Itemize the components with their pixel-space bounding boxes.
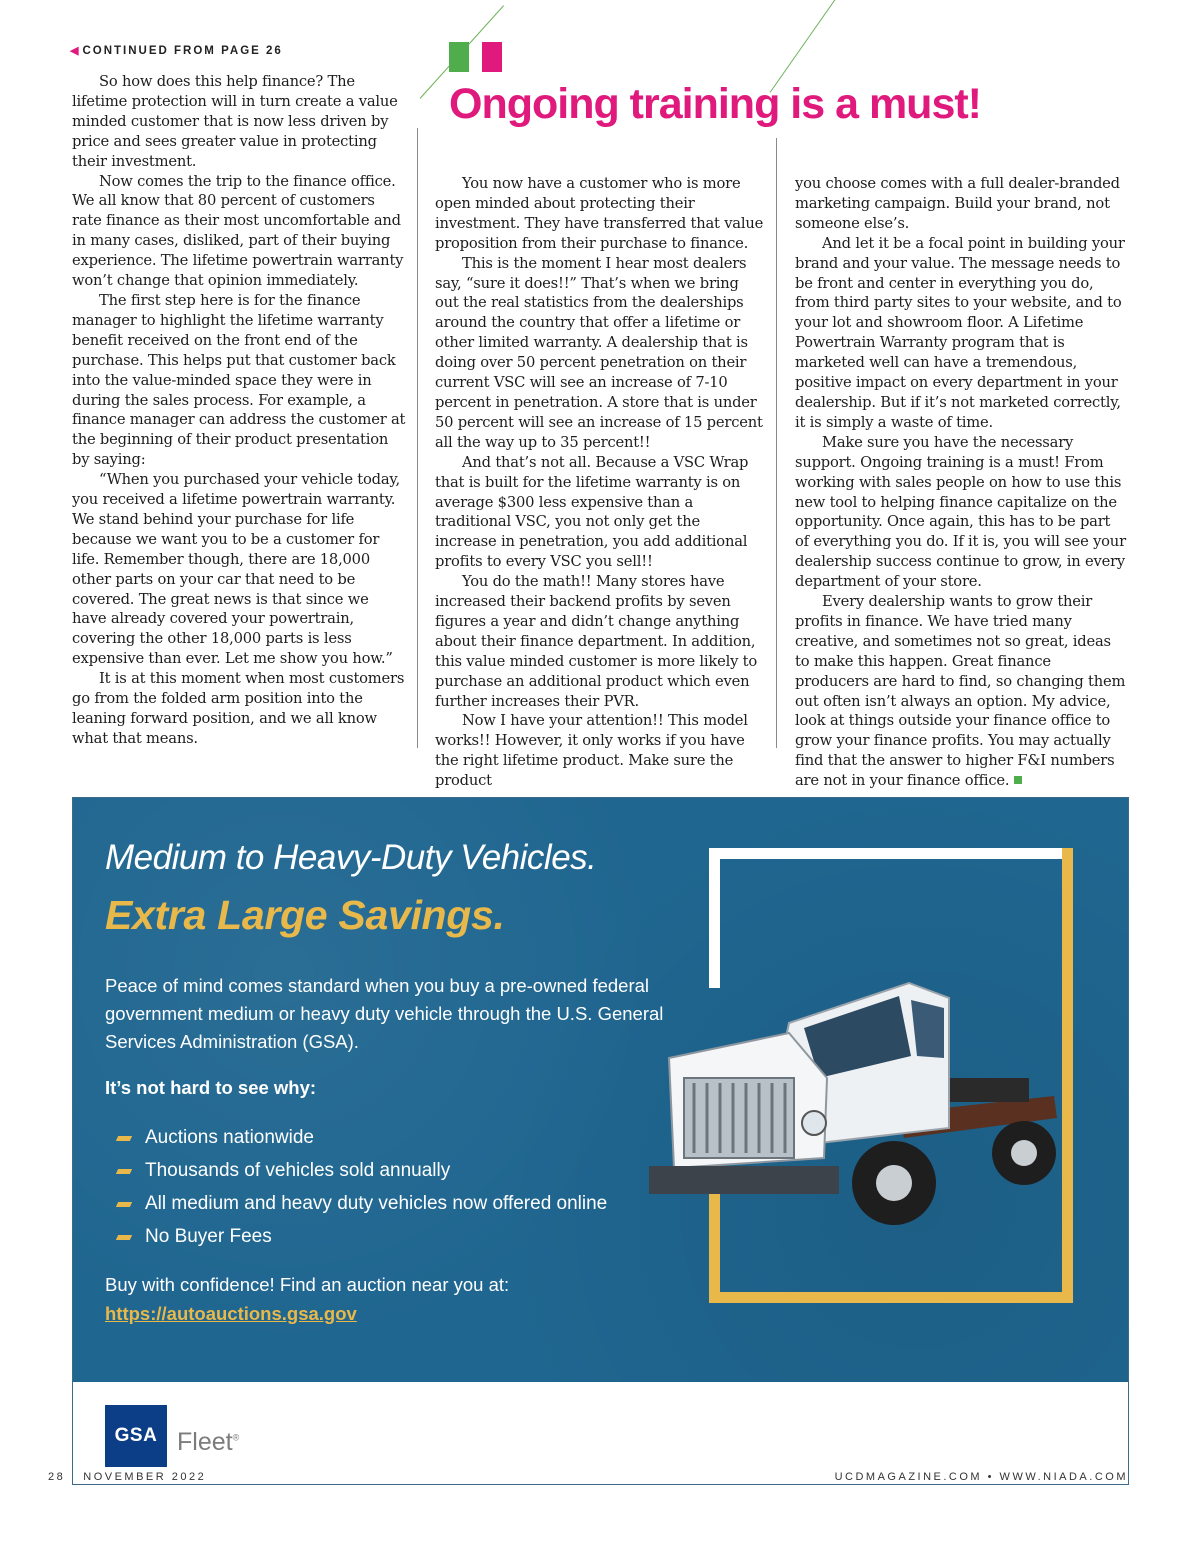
paragraph: Make sure you have the necessary support. Ongoing training is a must! From working with sales people on how to use this new tool to helping finance capitalize on the opportunity. Once again, this has to be part of everything you do. If it is, you will see your dealership success continue to grow, in every department of your store. (795, 433, 1126, 591)
gsa-auctions-link[interactable]: https://autoauctions.gsa.gov (105, 1303, 357, 1324)
paragraph: It is at this moment when most customers go from the folded arm position into the leaning forward position, and we all know what that means. (72, 670, 405, 747)
paragraph: you choose comes with a full dealer-branded marketing campaign. Build your brand, not someone else’s. (795, 175, 1120, 232)
truck-headlight (802, 1111, 826, 1135)
list-item: No Buyer Fees (115, 1222, 607, 1255)
list-item: Auctions nationwide (115, 1123, 607, 1156)
paragraph: And that’s not all. Because a VSC Wrap that is built for the lifetime warranty is on average $300 less expensive than a traditional VSC, you not only get the increase in penetration, you add additional profits to every VSC you sell!! (435, 453, 749, 571)
ad-subtitle: Extra Large Savings. (105, 892, 505, 938)
bullet-dash-icon (116, 1202, 132, 1207)
paragraph: “When you purchased your vehicle today, you received a lifetime powertrain warranty. We stand behind your purchase for life because we want you to be a customer for life. Remember though, there are 18,000 other parts on your car that need to be covered. The great news is that since we have already covered your powertrain, covering the other 18,000 parts is less expensive than ever. Let me show you how.” (72, 471, 401, 668)
footer-websites: UCDMAGAZINE.COM • WWW.NIADA.COM (834, 1471, 1128, 1483)
footer-page-info (48, 1471, 206, 1483)
frame-bottom-edge (709, 1292, 1073, 1303)
paragraph: So how does this help finance? The lifetime protection will in turn create a value minded customer that is now less driven by price and sees greater value in protecting their investment. (72, 73, 398, 170)
truck-wheel-hub (876, 1165, 912, 1201)
article-column-1 (72, 72, 406, 749)
ad-title: Medium to Heavy-Duty Vehicles. (105, 838, 597, 877)
pink-square-decoration (482, 42, 502, 72)
paragraph: This is the moment I hear most dealers say, “sure it does!!” That’s when we bring out the real statistics from the dealerships around the country that offer a lifetime or other limited warranty. A dealership that is doing over 50 percent penetration on their current VSC will see an increase of 7-10 percent in penetration. A store that is under 50 percent will see an increase of 15 percent all the way up to 35 percent!! (435, 254, 763, 451)
bullet-dash-icon (116, 1136, 132, 1141)
paragraph: You do the math!! Many stores have increased their backend profits by seven figures a year and didn’t change anything about their finance department. In addition, this value minded customer is more likely to purchase an additional product which even further increases their PVR. (435, 573, 758, 710)
truck-bumper (649, 1166, 839, 1194)
gsa-logo: GSA (105, 1405, 167, 1467)
frame-top-edge (709, 848, 1073, 859)
ad-bullet-list (115, 1123, 607, 1255)
left-arrow-icon: ◀ (70, 45, 79, 57)
ad-body-text: Peace of mind comes standard when you buy a pre-owned federal government medium or heavy duty vehicle through the U.S. General Services Administration (GSA). (105, 975, 664, 1052)
decorative-line (770, 0, 837, 93)
list-item: All medium and heavy duty vehicles now offered online (115, 1189, 607, 1222)
paragraph: Now comes the trip to the finance office. We all know that 80 percent of customers rate finance as their most uncomfortable and in many cases, disliked, part of their buying experience. The lifetime powertrain warranty won’t change that opinion immediately. (72, 172, 404, 290)
page-number: 28 (48, 1471, 66, 1483)
paragraph: Now I have your attention!! This model works!! However, it only works if you have the right lifetime product. Make sure the product (435, 712, 748, 790)
truck-boom (949, 1078, 1029, 1102)
article-headline: Ongoing training is a must! (449, 80, 981, 128)
ad-call-to-action: Buy with confidence! Find an auction near you at: (105, 1274, 510, 1295)
ad-why-heading: It’s not hard to see why: (105, 1077, 317, 1098)
issue-date: NOVEMBER 2022 (83, 1471, 207, 1483)
green-square-decoration (449, 42, 469, 72)
article-column-2 (435, 174, 765, 791)
list-item: Thousands of vehicles sold annually (115, 1156, 607, 1189)
truck-wheel-hub (1011, 1140, 1037, 1166)
gsa-fleet-wordmark: Fleet® (177, 1428, 240, 1456)
gsa-advertisement (72, 797, 1129, 1485)
paragraph (795, 592, 1127, 791)
truck-image (649, 928, 1069, 1248)
paragraph-text: Every dealership wants to grow their profits in finance. We have tried many creative, and sometimes not so great, ideas to make this happen. Great finance producers are hard to find, so changing them out often isn’t always an option. My advice, look at things outside your finance office to grow your finance profits. You may actually find that the answer to higher F&I numbers are not in your finance office. (795, 593, 1126, 790)
bullet-dash-icon (116, 1169, 132, 1174)
bullet-dash-icon (116, 1235, 132, 1240)
column-divider (776, 138, 777, 748)
continued-from-label: ◀ CONTINUED FROM PAGE 26 (70, 45, 283, 57)
paragraph: The first step here is for the finance manager to highlight the lifetime warranty benefit received on the front end of the purchase. This helps put that customer back into the value-minded space they were in during the sales process. For example, a finance manager can address the customer at the beginning of their product presentation by saying: (72, 291, 406, 469)
article-column-3 (795, 174, 1127, 791)
end-mark-icon (1014, 776, 1022, 784)
paragraph: You now have a customer who is more open minded about protecting their investment. They have transferred that value proposition from their purchase to finance. (435, 175, 764, 252)
truck-grille (684, 1078, 794, 1158)
column-divider (417, 128, 418, 748)
paragraph: And let it be a focal point in building your brand and your value. The message needs to be front and center in everything you do, from third party sites to your website, and to your lot and showroom floor. A Lifetime Powertrain Warranty program that is marketed well can have a tremendous, positive impact on every department in your dealership. But if it’s not marketed correctly, it is simply a waste of time. (795, 234, 1125, 431)
